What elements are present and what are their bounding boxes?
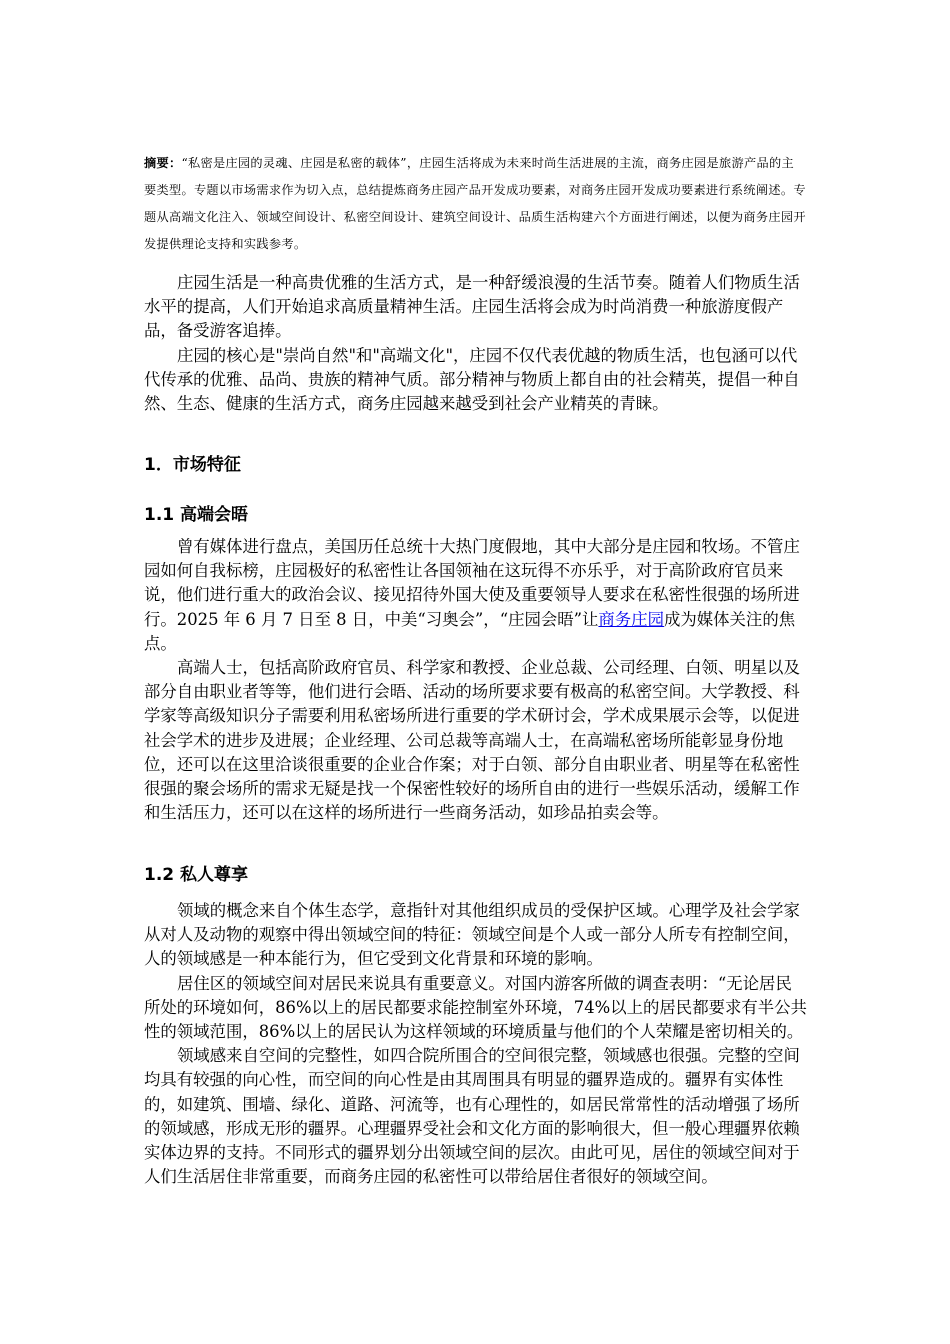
section-1-1-body bbox=[144, 535, 807, 825]
section-1-1-paragraph-1 bbox=[144, 535, 807, 656]
section-heading-private-enjoyment: 1.2 私人尊享 bbox=[144, 865, 249, 885]
paragraph-text: 成为媒体关注的焦点。 bbox=[144, 609, 796, 653]
section-heading-high-end-meeting: 1.1 高端会晤 bbox=[144, 505, 249, 525]
section-1-1-paragraph-2: 高端人士，包括高阶政府官员、科学家和教授、企业总裁、公司经理、白领、明星以及部分自由职业者等等，他们进行会晤、活动的场所要求要有极高的私密空间。大学教授、科学家等高级知识分子需要利用私密场所进行重要的学术研讨会，学术成果展示会等，以促进社会学术的进步及进展；企业经理、公司总裁等高端人士，在高端私密场所能彰显身份地位，还可以在这里洽谈很重要的企业合作案；对于白领、部分自由职业者、明星等在私密性很强的聚会场所的需求无疑是找一个保密性较好的场所自由的进行一些娱乐活动，缓解工作和生活压力，还可以在这样的场所进行一些商务活动，如珍品拍卖会等。 bbox=[144, 658, 800, 823]
business-manor-link[interactable]: 商务庄园 bbox=[598, 609, 664, 629]
paragraph-text: 曾有媒体进行盘点，美国历任总统十大热门度假地，其中大部分是庄园和牧场。不管庄园如何自我标榜，庄园极好的私密性让各国领袖在这玩得不亦乐乎，对于高阶政府官员来说，他们进行重大的政治会议、接见招待外国大使及重要领导人要求在私密性很强的场所进行。2025 年 6 月 7 日至 8 日，中美“习奥会”，“庄园会晤”让 bbox=[144, 537, 800, 629]
section-1-2-body bbox=[144, 899, 807, 1189]
section-1-2-paragraph-2: 居住区的领域空间对居民来说具有重要意义。对国内游客所做的调查表明：“无论居民所处的环境如何，86%以上的居民都要求能控制室外环境，74%以上的居民都要求有半公共性的领域范围，86%以上的居民认为这样领域的环境质量与他们的个人荣耀是密切相关的。 bbox=[144, 973, 807, 1042]
intro-paragraph-1: 庄园生活是一种高贵优雅的生活方式，是一种舒缓浪漫的生活节奏。随着人们物质生活水平的提高，人们开始追求高质量精神生活。庄园生活将会成为时尚消费一种旅游度假产品，备受游客追捧。 bbox=[144, 273, 800, 341]
intro-section bbox=[144, 271, 807, 416]
abstract bbox=[144, 150, 806, 258]
section-heading-market-features: 1．市场特征 bbox=[144, 455, 241, 475]
section-1-2-paragraph-3: 领域感来自空间的完整性，如四合院所围合的空间很完整，领域感也很强。完整的空间均具有较强的向心性，而空间的向心性是由其周围具有明显的疆界造成的。疆界有实体性的，如建筑、围墙、绿化、道路、河流等，也有心理性的，如居民常常性的活动增强了场所的领域感，形成无形的疆界。心理疆界受社会和文化方面的影响很大，但一般心理疆界依赖实体边界的支持。不同形式的疆界划分出领域空间的层次。由此可见，居住的领域空间对于人们生活居住非常重要，而商务庄园的私密性可以带给居住者很好的领域空间。 bbox=[144, 1046, 800, 1187]
section-1-2-paragraph-1: 领域的概念来自个体生态学，意指针对其他组织成员的受保护区域。心理学及社会学家从对人及动物的观察中得出领域空间的特征：领域空间是个人或一部分人所专有控制空间，人的领域感是一种本能行为，但它受到文化背景和环境的影响。 bbox=[144, 901, 800, 969]
intro-paragraph-2: 庄园的核心是"崇尚自然"和"高端文化"，庄园不仅代表优越的物质生活，也包涵可以代代传承的优雅、品尚、贵族的精神气质。部分精神与物质上都自由的社会精英，提倡一种自然、生态、健康的生活方式，商务庄园越来越受到社会产业精英的青睐。 bbox=[144, 345, 800, 414]
abstract-text: “私密是庄园的灵魂、庄园是私密的载体”，庄园生活将成为未来时尚生活进展的主流，商务庄园是旅游产品的主要类型。专题以市场需求作为切入点，总结提炼商务庄园产品开发成功要素，对商务庄园开发成功要素进行系统阐述。专题从高端文化注入、领域空间设计、私密空间设计、建筑空间设计、品质生活构建六个方面进行阐述，以便为商务庄园开发提供理论支持和实践参考。 bbox=[144, 156, 806, 251]
abstract-label: 摘要： bbox=[144, 156, 182, 170]
